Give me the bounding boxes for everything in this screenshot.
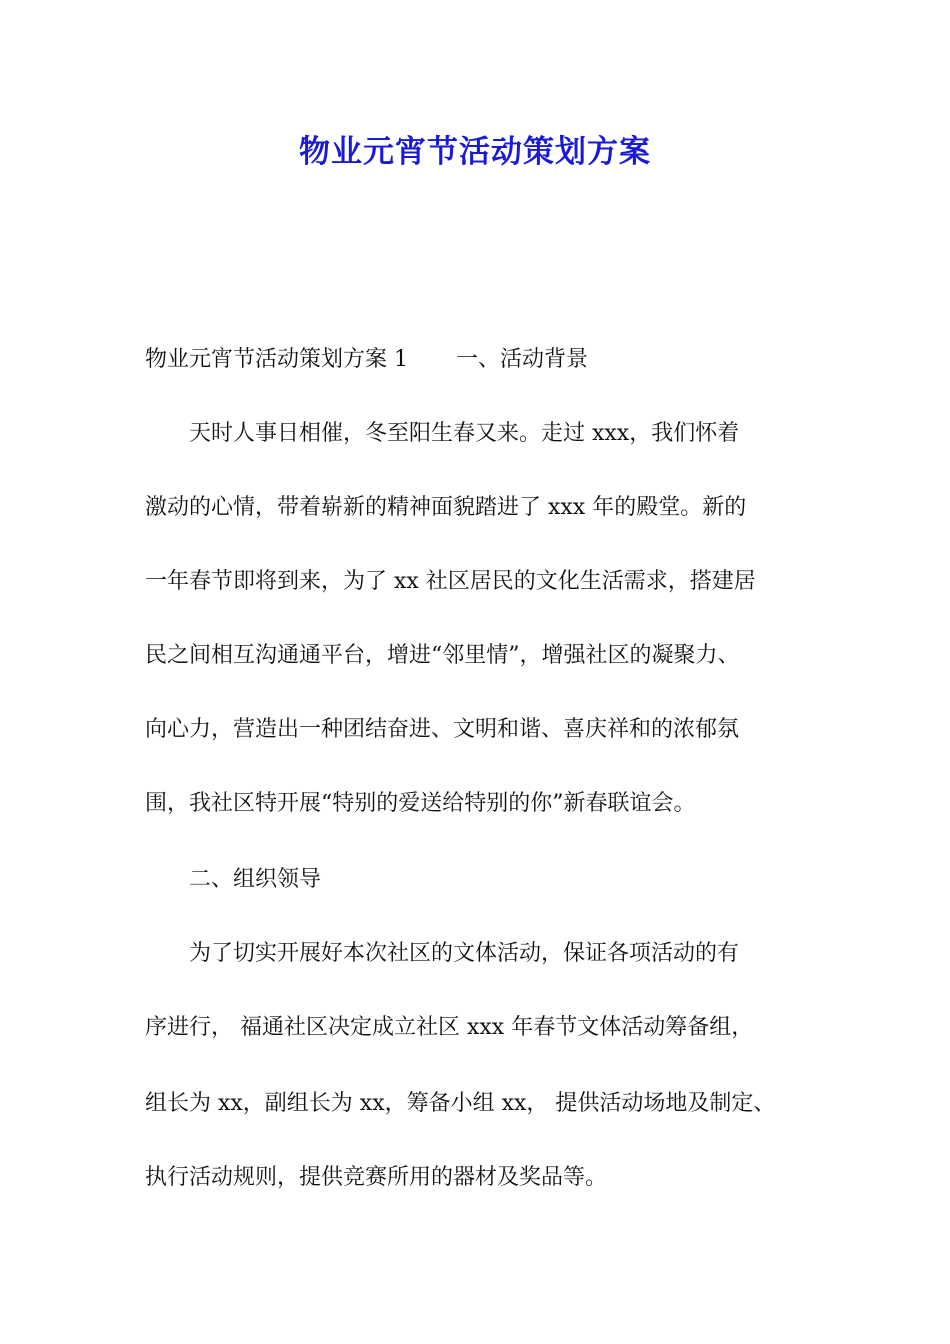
text-line: 组长为 xx，副组长为 xx，筹备小组 xx， 提供活动场地及制定、 [145,1091,776,1116]
text-line: 为了切实开展好本次社区的文体活动，保证各项活动的有 [145,941,740,966]
text-line: 一年春节即将到来，为了 xx 社区居民的文化生活需求，搭建居 [145,569,756,594]
text-line: 执行活动规则，提供竞赛所用的器材及奖品等。 [145,1165,608,1190]
section-heading-organization: 二、组织领导 [145,867,322,892]
document-title: 物业元宵节活动策划方案 [299,134,651,170]
text-line: 围，我社区特开展“特别的爱送给特别的你”新春联谊会。 [145,791,696,816]
section-heading-plan-1: 物业元宵节活动策划方案 1 [145,347,408,372]
text-line: 民之间相互沟通通平台，增进“邻里情”，增强社区的凝聚力、 [145,643,740,668]
text-line: 向心力，营造出一种团结奋进、文明和谐、喜庆祥和的浓郁氛 [145,717,740,742]
section-heading-background: 一、活动背景 [456,347,589,372]
text-line [145,344,835,376]
text-line: 天时人事日相催，冬至阳生春又来。走过 xxx，我们怀着 [145,421,740,446]
text-line: 激动的心情，带着崭新的精神面貌踏进了 xxx 年的殿堂。新的 [145,495,747,520]
text-line: 序进行， 福通社区决定成立社区 xxx 年春节文体活动筹备组， [145,1015,754,1040]
